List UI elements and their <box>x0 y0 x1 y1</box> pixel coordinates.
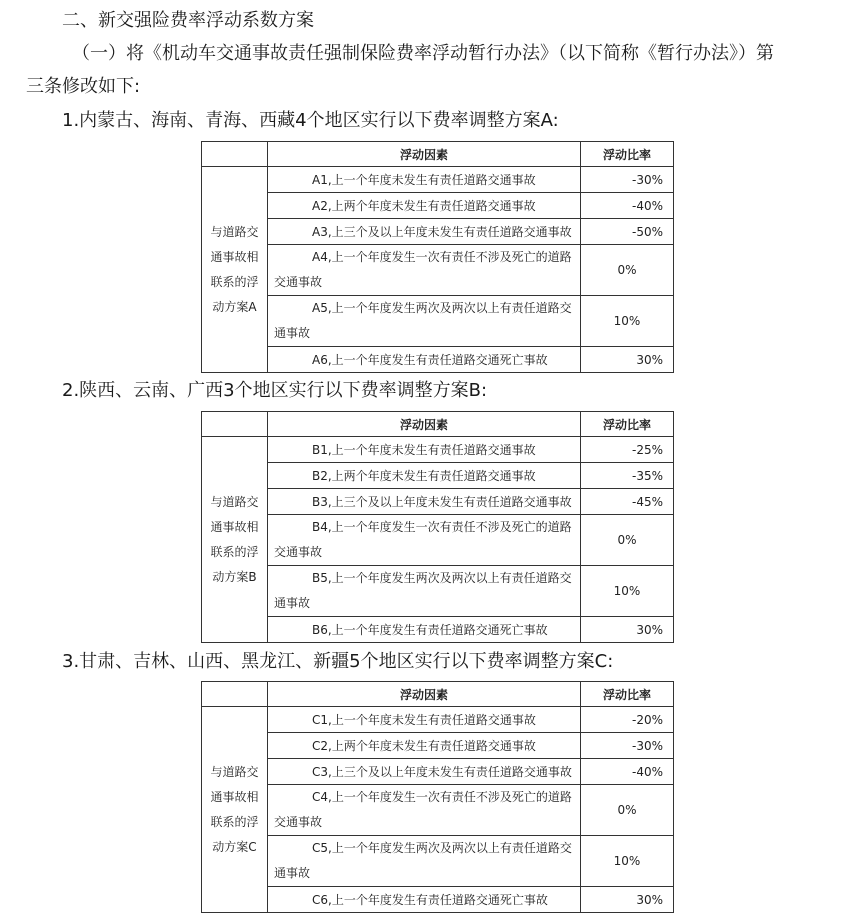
plan-a-title: 1.内蒙古、海南、青海、西藏4个地区实行以下费率调整方案A: <box>62 110 559 131</box>
table-row <box>202 245 674 296</box>
table-header-row <box>202 412 674 437</box>
table-row <box>202 296 674 347</box>
header-ratio: 浮动比率 <box>581 142 674 167</box>
group-label-cell <box>202 167 268 373</box>
factor-cell <box>268 836 581 887</box>
table-row <box>202 437 674 463</box>
table-row <box>202 489 674 515</box>
section-heading: 二、新交强险费率浮动系数方案 <box>62 10 314 31</box>
intro-paragraph-line1: （一）将《机动车交通事故责任强制保险费率浮动暂行办法》（以下简称《暂行办法》）第 <box>72 43 774 64</box>
factor-cell <box>268 167 581 193</box>
plan-c-table <box>201 681 674 913</box>
factor-cell <box>268 245 581 296</box>
factor-text: C4,上一个年度发生一次有责任不涉及死亡的道路交通事故 <box>274 790 572 829</box>
factor-text: A2,上两个年度未发生有责任道路交通事故 <box>312 199 536 213</box>
table-header-row <box>202 142 674 167</box>
ratio-cell: -25% <box>581 437 674 463</box>
table-row <box>202 733 674 759</box>
factor-cell <box>268 617 581 643</box>
factor-cell <box>268 489 581 515</box>
factor-cell <box>268 515 581 566</box>
group-label-line: 动方案C <box>212 839 257 854</box>
factor-cell <box>268 193 581 219</box>
ratio-cell: -30% <box>581 733 674 759</box>
plan-b-table <box>201 411 674 643</box>
factor-text: B4,上一个年度发生一次有责任不涉及死亡的道路交通事故 <box>274 520 572 559</box>
header-factor: 浮动因素 <box>268 682 581 707</box>
factor-text: C6,上一个年度发生有责任道路交通死亡事故 <box>312 893 548 907</box>
group-label-line: 联系的浮 <box>210 274 259 289</box>
factor-text: A1,上一个年度未发生有责任道路交通事故 <box>312 173 536 187</box>
factor-cell <box>268 296 581 347</box>
table-row <box>202 515 674 566</box>
header-factor: 浮动因素 <box>268 412 581 437</box>
factor-text: A5,上一个年度发生两次及两次以上有责任道路交通事故 <box>274 301 572 340</box>
ratio-cell: 0% <box>581 245 674 296</box>
group-label-cell <box>202 437 268 643</box>
table-row <box>202 617 674 643</box>
ratio-cell: 30% <box>581 347 674 373</box>
group-label-line: 动方案B <box>212 569 257 584</box>
factor-cell <box>268 785 581 836</box>
ratio-cell: 10% <box>581 836 674 887</box>
factor-text: C2,上两个年度未发生有责任道路交通事故 <box>312 739 536 753</box>
group-label-line: 与道路交 <box>210 224 259 239</box>
ratio-cell: -20% <box>581 707 674 733</box>
factor-text: B6,上一个年度发生有责任道路交通死亡事故 <box>312 623 548 637</box>
factor-text: C3,上三个及以上年度未发生有责任道路交通事故 <box>312 765 572 779</box>
plan-b-title: 2.陕西、云南、广西3个地区实行以下费率调整方案B: <box>62 380 488 401</box>
factor-cell <box>268 733 581 759</box>
factor-cell <box>268 887 581 913</box>
intro-paragraph-line2: 三条修改如下: <box>26 76 141 97</box>
table-row <box>202 836 674 887</box>
table-row <box>202 347 674 373</box>
factor-text: B3,上三个及以上年度未发生有责任道路交通事故 <box>312 495 572 509</box>
factor-cell <box>268 759 581 785</box>
factor-text: B1,上一个年度未发生有责任道路交通事故 <box>312 443 536 457</box>
factor-text: C5,上一个年度发生两次及两次以上有责任道路交通事故 <box>274 841 572 880</box>
table-row <box>202 707 674 733</box>
ratio-cell: 10% <box>581 296 674 347</box>
table-row <box>202 167 674 193</box>
factor-text: A4,上一个年度发生一次有责任不涉及死亡的道路交通事故 <box>274 250 572 289</box>
ratio-cell: -40% <box>581 193 674 219</box>
group-label-line: 动方案A <box>212 299 257 314</box>
group-label-line: 与道路交 <box>210 764 259 779</box>
group-label-line: 与道路交 <box>210 494 259 509</box>
ratio-cell: 0% <box>581 785 674 836</box>
header-blank-cell <box>202 412 268 437</box>
ratio-cell: -30% <box>581 167 674 193</box>
group-label-cell <box>202 707 268 913</box>
factor-text: B2,上两个年度未发生有责任道路交通事故 <box>312 469 536 483</box>
factor-cell <box>268 437 581 463</box>
table-row <box>202 566 674 617</box>
table-row <box>202 219 674 245</box>
factor-cell <box>268 566 581 617</box>
factor-text: C1,上一个年度未发生有责任道路交通事故 <box>312 713 536 727</box>
ratio-cell: 10% <box>581 566 674 617</box>
table-row <box>202 887 674 913</box>
plan-c-title: 3.甘肃、吉林、山西、黑龙江、新疆5个地区实行以下费率调整方案C: <box>62 651 614 672</box>
table-row <box>202 463 674 489</box>
factor-cell <box>268 707 581 733</box>
ratio-cell: 0% <box>581 515 674 566</box>
table-row <box>202 193 674 219</box>
header-factor: 浮动因素 <box>268 142 581 167</box>
header-ratio: 浮动比率 <box>581 682 674 707</box>
group-label-line: 通事故相 <box>210 249 259 264</box>
factor-text: B5,上一个年度发生两次及两次以上有责任道路交通事故 <box>274 571 572 610</box>
plan-a-table <box>201 141 674 373</box>
ratio-cell: -45% <box>581 489 674 515</box>
table-row <box>202 759 674 785</box>
ratio-cell: -40% <box>581 759 674 785</box>
factor-cell <box>268 219 581 245</box>
factor-cell <box>268 347 581 373</box>
ratio-cell: 30% <box>581 887 674 913</box>
table-header-row <box>202 682 674 707</box>
group-label-line: 联系的浮 <box>210 544 259 559</box>
factor-text: A3,上三个及以上年度未发生有责任道路交通事故 <box>312 225 572 239</box>
ratio-cell: -35% <box>581 463 674 489</box>
group-label-line: 通事故相 <box>210 519 259 534</box>
group-label-line: 通事故相 <box>210 789 259 804</box>
header-ratio: 浮动比率 <box>581 412 674 437</box>
header-blank-cell <box>202 142 268 167</box>
header-blank-cell <box>202 682 268 707</box>
table-row <box>202 785 674 836</box>
ratio-cell: -50% <box>581 219 674 245</box>
group-label-line: 联系的浮 <box>210 814 259 829</box>
factor-cell <box>268 463 581 489</box>
ratio-cell: 30% <box>581 617 674 643</box>
factor-text: A6,上一个年度发生有责任道路交通死亡事故 <box>312 353 548 367</box>
